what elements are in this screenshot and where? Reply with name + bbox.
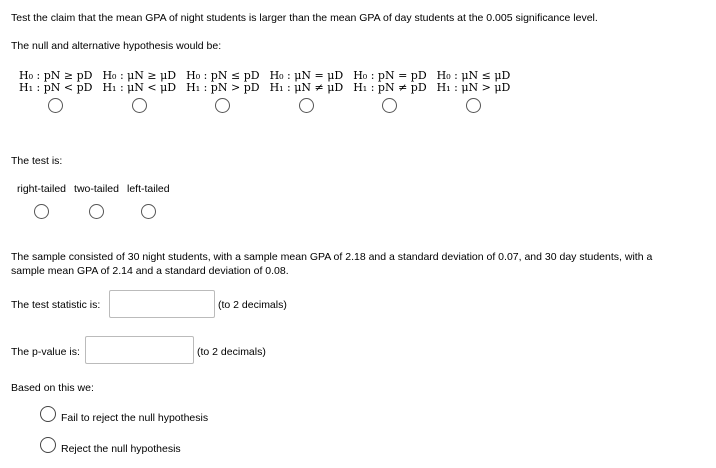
hypotheses-options bbox=[19, 70, 520, 113]
alternative-hypothesis: H₁ : μN > μD bbox=[436, 81, 511, 94]
hypothesis-radio-4[interactable] bbox=[299, 98, 314, 113]
test-type-radio-left[interactable] bbox=[141, 204, 156, 219]
hypothesis-radio-5[interactable] bbox=[382, 98, 397, 113]
hypothesis-option-6 bbox=[437, 70, 511, 113]
decision-label: Reject the null hypothesis bbox=[61, 443, 181, 455]
hypothesis-option-5 bbox=[353, 70, 426, 113]
null-hypothesis: H₀ : μN ≥ μD bbox=[102, 69, 177, 82]
test-type-prompt: The test is: bbox=[11, 155, 63, 167]
hypothesis-radio-1[interactable] bbox=[48, 98, 63, 113]
decision-radio-fail-to-reject[interactable] bbox=[40, 406, 56, 422]
null-hypothesis: H₀ : pN ≥ pD bbox=[19, 69, 93, 82]
test-type-label: left-tailed bbox=[126, 183, 170, 195]
test-statistic-hint: (to 2 decimals) bbox=[218, 299, 287, 311]
alternative-hypothesis: H₁ : pN > pD bbox=[186, 81, 260, 94]
hypothesis-radio-2[interactable] bbox=[132, 98, 147, 113]
test-type-radio-two[interactable] bbox=[89, 204, 104, 219]
alternative-hypothesis: H₁ : μN < μD bbox=[102, 81, 177, 94]
hypothesis-option-3 bbox=[186, 70, 259, 113]
hypothesis-option-2 bbox=[102, 70, 176, 113]
alternative-hypothesis: H₁ : pN ≠ pD bbox=[353, 81, 427, 94]
test-type-label: two-tailed bbox=[74, 183, 119, 195]
alternative-hypothesis: H₁ : pN < pD bbox=[19, 81, 93, 94]
claim-text: Test the claim that the mean GPA of night students is larger than the mean GPA of day students at the 0.005 significance level. bbox=[11, 12, 598, 24]
decision-label: Fail to reject the null hypothesis bbox=[61, 412, 209, 424]
test-type-option-left bbox=[127, 183, 170, 219]
test-type-options bbox=[17, 183, 178, 219]
test-type-option-right bbox=[17, 183, 66, 219]
hypothesis-option-1 bbox=[19, 70, 92, 113]
decision-radio-reject[interactable] bbox=[40, 437, 56, 453]
sample-description-line-1: The sample consisted of 30 night students, with a sample mean GPA of 2.18 and a standard deviation of 0.07, and 30 day students, with a bbox=[11, 251, 653, 263]
decision-option-fail-to-reject[interactable] bbox=[40, 404, 208, 424]
hypothesis-option-4 bbox=[270, 70, 344, 113]
p-value-input[interactable] bbox=[85, 336, 194, 364]
p-value-hint: (to 2 decimals) bbox=[197, 346, 266, 358]
decision-option-reject[interactable] bbox=[40, 435, 181, 455]
hypothesis-radio-3[interactable] bbox=[215, 98, 230, 113]
alternative-hypothesis: H₁ : μN ≠ μD bbox=[269, 81, 344, 94]
hypotheses-prompt: The null and alternative hypothesis would be: bbox=[11, 40, 222, 52]
null-hypothesis: H₀ : pN ≤ pD bbox=[186, 69, 260, 82]
hypothesis-radio-6[interactable] bbox=[466, 98, 481, 113]
null-hypothesis: H₀ : μN ≤ μD bbox=[436, 69, 511, 82]
null-hypothesis: H₀ : pN = pD bbox=[353, 69, 427, 82]
decision-prompt: Based on this we: bbox=[11, 382, 94, 394]
test-statistic-input[interactable] bbox=[109, 290, 215, 318]
test-type-label: right-tailed bbox=[17, 183, 67, 195]
sample-description-line-2: sample mean GPA of 2.14 and a standard deviation of 0.08. bbox=[11, 265, 289, 277]
test-type-radio-right[interactable] bbox=[34, 204, 49, 219]
test-type-option-two bbox=[74, 183, 119, 219]
test-statistic-label: The test statistic is: bbox=[11, 299, 101, 311]
p-value-label: The p-value is: bbox=[11, 346, 80, 358]
null-hypothesis: H₀ : μN = μD bbox=[269, 69, 344, 82]
